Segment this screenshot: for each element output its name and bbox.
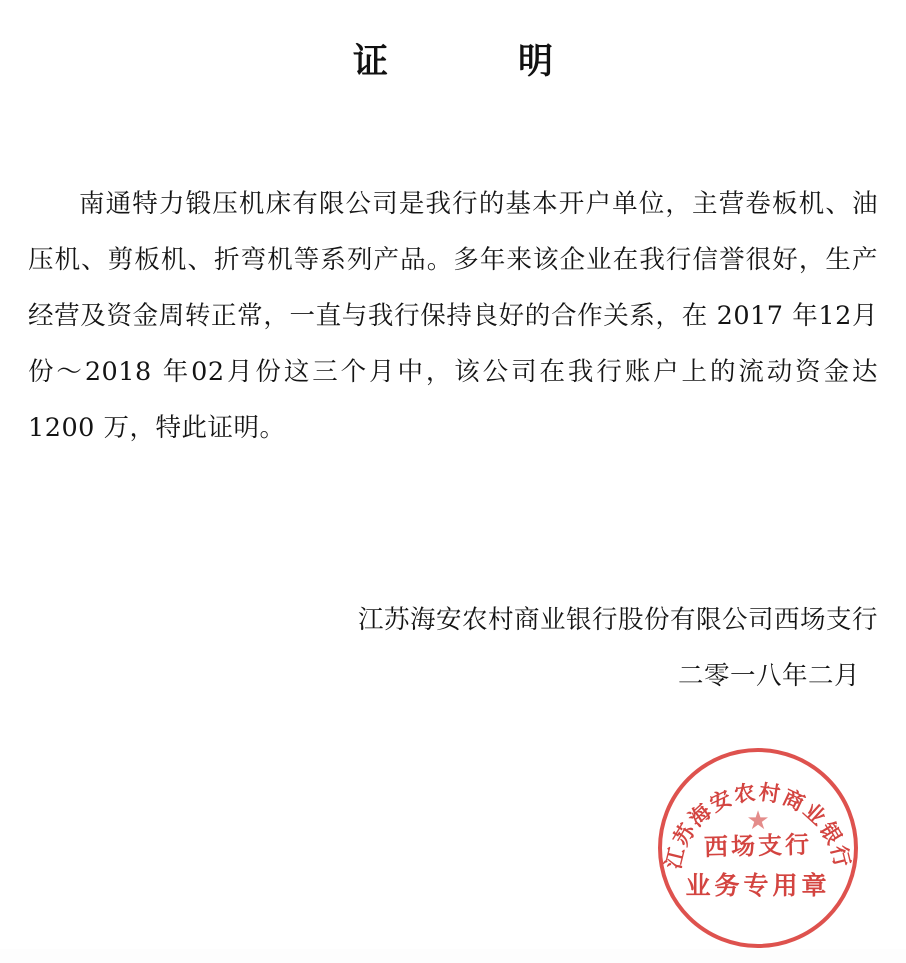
scan-bottom-edge bbox=[0, 949, 906, 963]
seal-outer-ring bbox=[658, 748, 858, 948]
signature-organization: 江苏海安农村商业银行股份有限公司西场支行 bbox=[357, 605, 878, 635]
official-seal-stamp bbox=[658, 748, 858, 948]
page-title: 证 明 bbox=[352, 41, 573, 82]
signature-block bbox=[0, 592, 878, 704]
seal-star-icon: ★ bbox=[746, 806, 770, 836]
signature-date: 二零一八年二月 bbox=[677, 661, 860, 691]
document-body-paragraph: 南通特力锻压机床有限公司是我行的基本开户单位，主营卷板机、油压机、剪板机、折弯机等系列产品。多年来该企业在我行信誉很好，生产经营及资金周转正常，一直与我行保持良好的合作关系，在 2017 年12月份～2018 年02月份这三个月中，该公司在我行账户上的流动资金达 1200 万，特此证明。 bbox=[28, 189, 878, 443]
seal-arc-text-svg bbox=[658, 748, 858, 948]
seal-purpose-text: 业务专用章 bbox=[685, 871, 831, 900]
seal-branch-text: 西场支行 bbox=[703, 829, 813, 862]
seal-arc-text: 江苏海安农村商业银行 bbox=[660, 778, 856, 872]
